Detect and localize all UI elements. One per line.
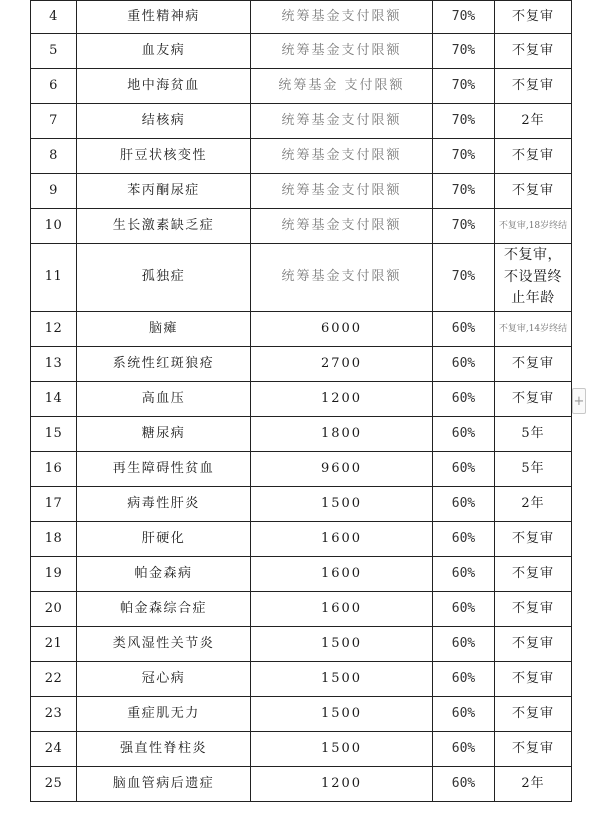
reimbursement-ratio: 60% <box>433 417 495 452</box>
row-number: 24 <box>31 732 77 767</box>
disease-name: 肝硬化 <box>77 522 251 557</box>
table-row <box>31 104 572 139</box>
disease-name: 生长激素缺乏症 <box>77 209 251 244</box>
payment-limit: 统筹基金支付限额 <box>251 209 433 244</box>
table-row <box>31 732 572 767</box>
reimbursement-ratio: 60% <box>433 347 495 382</box>
row-number: 20 <box>31 592 77 627</box>
row-number: 5 <box>31 34 77 69</box>
payment-limit: 统筹基金支付限额 <box>251 139 433 174</box>
row-number: 17 <box>31 487 77 522</box>
row-number: 25 <box>31 767 77 802</box>
row-number: 19 <box>31 557 77 592</box>
review-period: 不复审 <box>495 732 572 767</box>
review-period: 不复审 <box>495 174 572 209</box>
payment-limit: 1500 <box>251 627 433 662</box>
payment-limit: 1500 <box>251 662 433 697</box>
row-number: 18 <box>31 522 77 557</box>
disease-name: 苯丙酮尿症 <box>77 174 251 209</box>
disease-name: 脑瘫 <box>77 312 251 347</box>
disease-name: 地中海贫血 <box>77 69 251 104</box>
table-row <box>31 312 572 347</box>
reimbursement-ratio: 70% <box>433 209 495 244</box>
review-period: 不复审 <box>495 697 572 732</box>
disease-name: 脑血管病后遗症 <box>77 767 251 802</box>
review-period: 不复审,18岁终结 <box>495 209 572 244</box>
review-period: 不复审 <box>495 627 572 662</box>
table-row <box>31 592 572 627</box>
disease-name: 血友病 <box>77 34 251 69</box>
review-period: 不复审 <box>495 592 572 627</box>
reimbursement-ratio: 70% <box>433 1 495 34</box>
row-number: 22 <box>31 662 77 697</box>
disease-name: 肝豆状核变性 <box>77 139 251 174</box>
table-row <box>31 34 572 69</box>
reimbursement-ratio: 60% <box>433 592 495 627</box>
reimbursement-ratio: 60% <box>433 522 495 557</box>
payment-limit: 1500 <box>251 697 433 732</box>
reimbursement-ratio: 60% <box>433 627 495 662</box>
table-row <box>31 347 572 382</box>
reimbursement-ratio: 60% <box>433 452 495 487</box>
row-number: 15 <box>31 417 77 452</box>
disease-name: 再生障碍性贫血 <box>77 452 251 487</box>
table-row <box>31 452 572 487</box>
payment-limit: 统筹基金支付限额 <box>251 174 433 209</box>
disease-name: 重症肌无力 <box>77 697 251 732</box>
reimbursement-ratio: 70% <box>433 244 495 312</box>
review-period: 不复审 <box>495 34 572 69</box>
reimbursement-ratio: 60% <box>433 697 495 732</box>
table-row <box>31 209 572 244</box>
table-row <box>31 1 572 34</box>
row-number: 12 <box>31 312 77 347</box>
disease-name: 重性精神病 <box>77 1 251 34</box>
table-row <box>31 662 572 697</box>
disease-name: 帕金森病 <box>77 557 251 592</box>
payment-limit: 1200 <box>251 767 433 802</box>
row-number: 7 <box>31 104 77 139</box>
reimbursement-ratio: 70% <box>433 69 495 104</box>
payment-limit: 1600 <box>251 592 433 627</box>
table-row <box>31 417 572 452</box>
table-body <box>31 1 572 802</box>
reimbursement-ratio: 70% <box>433 139 495 174</box>
review-period: 不复审 <box>495 139 572 174</box>
table-row <box>31 139 572 174</box>
reimbursement-ratio: 60% <box>433 312 495 347</box>
row-number: 9 <box>31 174 77 209</box>
row-number: 8 <box>31 139 77 174</box>
disease-name: 冠心病 <box>77 662 251 697</box>
payment-limit: 1500 <box>251 732 433 767</box>
review-period: 2年 <box>495 767 572 802</box>
review-period: 不复审 <box>495 382 572 417</box>
review-period: 不复审 <box>495 522 572 557</box>
table-row <box>31 627 572 662</box>
table-row <box>31 767 572 802</box>
reimbursement-ratio: 60% <box>433 767 495 802</box>
table-row <box>31 244 572 312</box>
table-row <box>31 174 572 209</box>
expand-plus-button[interactable] <box>572 388 586 414</box>
table-row <box>31 69 572 104</box>
payment-limit: 统筹基金支付限额 <box>251 244 433 312</box>
disease-name: 结核病 <box>77 104 251 139</box>
row-number: 14 <box>31 382 77 417</box>
reimbursement-ratio: 60% <box>433 557 495 592</box>
disease-table <box>30 0 572 802</box>
review-period: 5年 <box>495 417 572 452</box>
disease-name: 孤独症 <box>77 244 251 312</box>
payment-limit: 统筹基金支付限额 <box>251 34 433 69</box>
disease-name: 类风湿性关节炎 <box>77 627 251 662</box>
plus-icon: + <box>573 394 585 409</box>
disease-name: 高血压 <box>77 382 251 417</box>
reimbursement-ratio: 70% <box>433 174 495 209</box>
table-row <box>31 522 572 557</box>
payment-limit: 1600 <box>251 522 433 557</box>
reimbursement-ratio: 70% <box>433 34 495 69</box>
row-number: 13 <box>31 347 77 382</box>
payment-limit: 统筹基金支付限额 <box>251 1 433 34</box>
row-number: 6 <box>31 69 77 104</box>
payment-limit: 1800 <box>251 417 433 452</box>
payment-limit: 统筹基金 支付限额 <box>251 69 433 104</box>
disease-name: 糖尿病 <box>77 417 251 452</box>
row-number: 21 <box>31 627 77 662</box>
payment-limit: 1200 <box>251 382 433 417</box>
review-period: 不复审 <box>495 69 572 104</box>
review-period: 2年 <box>495 104 572 139</box>
disease-name: 强直性脊柱炎 <box>77 732 251 767</box>
review-period: 5年 <box>495 452 572 487</box>
payment-limit: 1500 <box>251 487 433 522</box>
row-number: 11 <box>31 244 77 312</box>
reimbursement-ratio: 60% <box>433 382 495 417</box>
table-row <box>31 487 572 522</box>
review-period: 2年 <box>495 487 572 522</box>
disease-name: 病毒性肝炎 <box>77 487 251 522</box>
table-row <box>31 557 572 592</box>
row-number: 4 <box>31 1 77 34</box>
payment-limit: 9600 <box>251 452 433 487</box>
table-row <box>31 697 572 732</box>
disease-name: 系统性红斑狼疮 <box>77 347 251 382</box>
reimbursement-ratio: 60% <box>433 487 495 522</box>
review-period: 不复审 <box>495 662 572 697</box>
payment-limit: 6000 <box>251 312 433 347</box>
row-number: 23 <box>31 697 77 732</box>
row-number: 10 <box>31 209 77 244</box>
review-period: 不复审，不设置终止年龄 <box>495 244 572 312</box>
payment-limit: 统筹基金支付限额 <box>251 104 433 139</box>
table-row <box>31 382 572 417</box>
review-period: 不复审 <box>495 557 572 592</box>
reimbursement-ratio: 60% <box>433 662 495 697</box>
reimbursement-ratio: 60% <box>433 732 495 767</box>
payment-limit: 2700 <box>251 347 433 382</box>
review-period: 不复审 <box>495 347 572 382</box>
disease-name: 帕金森综合症 <box>77 592 251 627</box>
row-number: 16 <box>31 452 77 487</box>
review-period: 不复审,14岁终结 <box>495 312 572 347</box>
review-period: 不复审 <box>495 1 572 34</box>
reimbursement-ratio: 70% <box>433 104 495 139</box>
payment-limit: 1600 <box>251 557 433 592</box>
